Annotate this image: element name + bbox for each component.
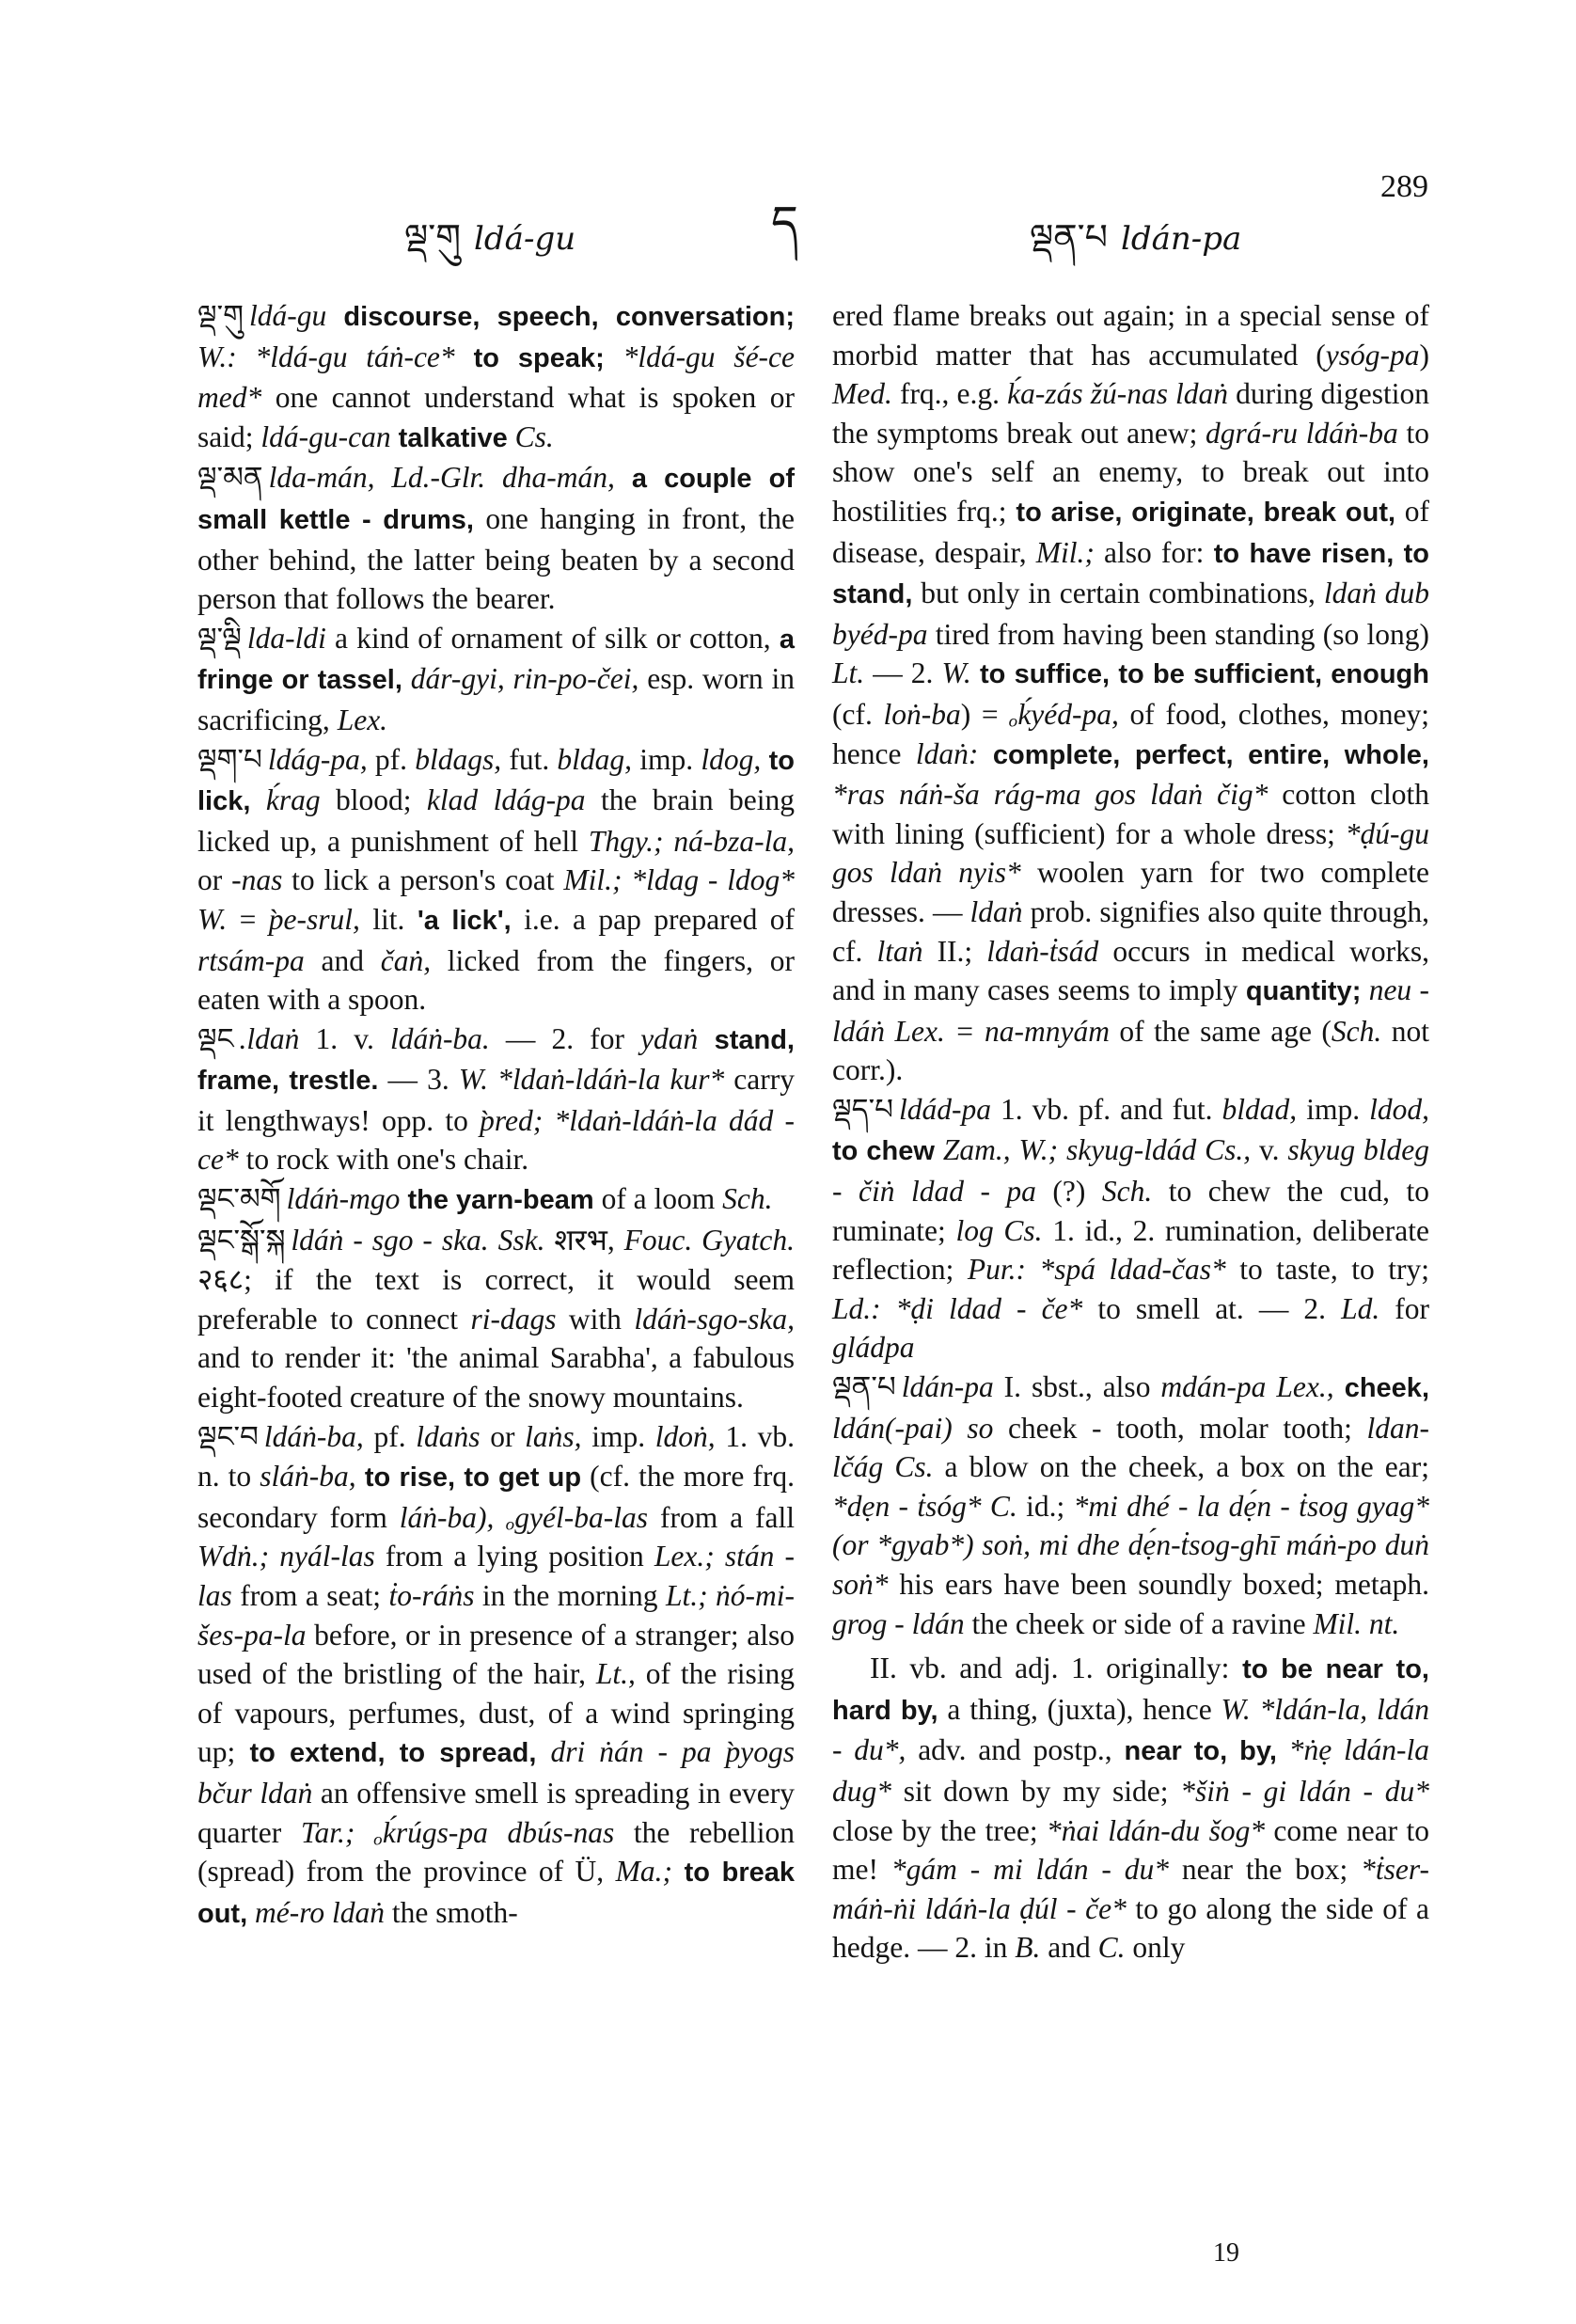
entry-text-run: ldog, bbox=[701, 742, 762, 776]
entry-text-run: Ld.: *ḍi ldad - če* bbox=[832, 1291, 1083, 1325]
tibetan-headword: ལྡན་པ bbox=[832, 1370, 896, 1405]
entry-text-run: bldad, bbox=[1221, 1092, 1298, 1126]
entry-text-run: a couple of small kettle - drums, bbox=[197, 464, 795, 535]
section-letter: ད bbox=[771, 196, 798, 250]
entry-text-run: grog - ldán bbox=[832, 1606, 965, 1640]
tibetan-headword: ལྡང་མགོ bbox=[197, 1182, 281, 1217]
entry-text-run: come near to me! bbox=[832, 1813, 1429, 1887]
dictionary-entry bbox=[197, 619, 795, 740]
entry-text-run: Ma.; bbox=[615, 1855, 672, 1889]
entry-text-run: loṅ-ba bbox=[883, 697, 961, 731]
entry-text-run: Thgy.; ná-bza-la, bbox=[588, 824, 795, 858]
entry-text-run: in the morning bbox=[474, 1579, 666, 1612]
entry-text-run: to speak; bbox=[454, 342, 605, 373]
entry-text-run: with bbox=[556, 1302, 635, 1336]
entry-text-run: ldán-pa bbox=[901, 1370, 994, 1404]
entry-text-run: Sch. bbox=[1101, 1175, 1153, 1209]
entry-text-run: (?) bbox=[1035, 1175, 1102, 1209]
entry-text-run: to taste, to try; bbox=[1225, 1253, 1429, 1287]
entry-text-run: sit down by my side; bbox=[891, 1774, 1181, 1808]
entry-text-run: or bbox=[480, 1419, 526, 1453]
entry-text-run: Sch. bbox=[1331, 1014, 1382, 1048]
entry-text-run: .ldaṅ bbox=[239, 1021, 300, 1055]
right-column bbox=[832, 296, 1429, 1968]
tibetan-headword: ལྡང bbox=[197, 1021, 234, 1056]
entry-text-run: — 2. bbox=[864, 656, 942, 690]
entry-text-run: not corr.). bbox=[832, 1014, 1429, 1087]
right-headword-tibetan: ལྡན་པ bbox=[1030, 216, 1108, 258]
entry-text-run: p̀red; *ldaṅ-ldáṅ-la dád - ce* bbox=[197, 1103, 795, 1177]
entry-text-run: the smoth- bbox=[384, 1895, 518, 1929]
dictionary-entry bbox=[197, 1179, 795, 1221]
entry-text-run: rtsám-pa bbox=[197, 943, 305, 977]
dictionary-entry bbox=[832, 1368, 1429, 1643]
entry-text-run: esp. worn in sacrificing, bbox=[197, 662, 795, 736]
left-running-headword bbox=[404, 198, 575, 298]
entry-text-run: *ṅẹ ldán-la dug* bbox=[832, 1733, 1429, 1808]
entry-text-run: 1. id., 2. rumination, deliberate reflection; bbox=[832, 1213, 1429, 1287]
left-headword-latin: ldá-gu bbox=[474, 220, 576, 258]
entry-text-run: C. bbox=[1097, 1931, 1126, 1965]
entry-text-run: blood; bbox=[320, 783, 427, 817]
entry-text-run: occurs in medical works, and in many cases seems to imply bbox=[832, 934, 1429, 1007]
left-column bbox=[197, 296, 795, 1934]
entry-text-run: imp. bbox=[632, 742, 701, 776]
entry-text-run: one hanging in front, the other behind, the latter being beaten by a second person that follows the bearer. bbox=[197, 501, 795, 616]
entry-text-run: *ras náṅ-ša rág-ma gos ldaṅ čig* bbox=[832, 778, 1269, 812]
entry-text-run: only bbox=[1125, 1931, 1186, 1965]
entry-text-run: ḱa-zás žú-nas ldaṅ bbox=[1007, 377, 1229, 411]
entry-text-run: lit. bbox=[359, 902, 418, 936]
entry-text-run: II.; bbox=[922, 934, 987, 968]
dictionary-entry bbox=[197, 458, 795, 618]
entry-text-run: ldod, bbox=[1369, 1092, 1429, 1126]
entry-text-run: carry it lengthways! opp. to bbox=[197, 1063, 796, 1137]
entry-text-run: bldag, bbox=[557, 742, 633, 776]
entry-text-run: ered flame breaks out again; in a special sense of morbid matter that has accumulated ( bbox=[832, 299, 1429, 372]
entry-text-run: to rise, to get up bbox=[355, 1462, 582, 1494]
entry-text-run: Lex. bbox=[337, 703, 388, 736]
entry-text-run: *dẹn - ṫsóg* C. bbox=[832, 1489, 1017, 1523]
entry-text-run: Lt.; ṅó-mi-šes-pa-la bbox=[197, 1579, 796, 1652]
entry-text-run: cheek, bbox=[1333, 1373, 1429, 1404]
dictionary-entry bbox=[832, 1090, 1429, 1368]
entry-text-run: to rock with one's chair. bbox=[238, 1143, 529, 1177]
entry-text-run: (cf. the more frq. secondary form bbox=[197, 1460, 795, 1534]
entry-text-run: prob. signifies also quite through, cf. bbox=[832, 894, 1429, 968]
entry-text-run: also for: bbox=[1094, 535, 1205, 569]
entry-text-run: to chew bbox=[832, 1136, 935, 1167]
entry-text-run: adv. and postp., bbox=[906, 1733, 1112, 1767]
entry-text-run: Mil.; bbox=[1035, 535, 1095, 569]
entry-text-run: frq., e.g. bbox=[891, 377, 1008, 411]
entry-text-run: *ldá-gu šé-ce med* bbox=[197, 340, 796, 415]
entry-text-run: to extend, to spread, bbox=[235, 1738, 537, 1769]
entry-text-run: ldáṅ-sgo-ska, bbox=[634, 1302, 795, 1336]
entry-text-run: lda-mán, Ld.-Glr. dha-mán, bbox=[268, 461, 615, 495]
right-headword-latin: ldán-pa bbox=[1121, 220, 1242, 258]
entry-text-run: ) = bbox=[960, 697, 1010, 731]
entry-text-run: ḱrag bbox=[250, 783, 321, 817]
entry-text-run: his ears have been soundly boxed; metaph. bbox=[888, 1568, 1429, 1601]
entry-text-run: to have risen, to stand, bbox=[832, 538, 1429, 610]
entry-text-run: a thing, (juxta), hence bbox=[938, 1692, 1221, 1726]
entry-text-run: imp. bbox=[1297, 1092, 1370, 1126]
entry-text-run: near to, by, bbox=[1111, 1736, 1277, 1767]
entry-text-run: ṫo-ráṅs bbox=[388, 1579, 475, 1612]
entry-text-run: to chew the cud, to ruminate; bbox=[832, 1175, 1430, 1247]
entry-text-run: of food, clothes, money; hence bbox=[832, 697, 1429, 770]
entry-text-run: from a seat; bbox=[231, 1579, 389, 1612]
entry-text-run: skyug bldeg - čiṅ ldad - pa bbox=[832, 1133, 1429, 1209]
entry-text-run: the yarn-beam bbox=[400, 1185, 594, 1216]
entry-text-run: p̀e-srul, bbox=[268, 902, 360, 936]
entry-text-run: imp. bbox=[581, 1419, 655, 1453]
entry-text-run: ldan-lčág Cs. bbox=[832, 1411, 1430, 1484]
entry-text-run: शरभ, bbox=[544, 1223, 624, 1257]
entry-text-run: ltaṅ bbox=[876, 934, 923, 968]
entry-text-run: to lick, bbox=[197, 745, 795, 817]
entry-text-run: of the rising of vapours, perfumes, dust, of a wind springing up; bbox=[197, 1657, 795, 1769]
dictionary-entry bbox=[197, 1221, 795, 1417]
dictionary-entry bbox=[197, 1020, 795, 1179]
entry-text-run: B. bbox=[1015, 1931, 1041, 1965]
entry-text-run: pf. bbox=[367, 742, 416, 776]
entry-text-run: ₒḱyéd-pa, bbox=[1009, 697, 1119, 731]
entry-text-run: ldoṅ, bbox=[654, 1419, 716, 1453]
entry-text-run: Fouc. Gyatch. bbox=[623, 1223, 795, 1257]
entry-text-run: mdán-pa Lex., bbox=[1160, 1370, 1334, 1404]
entry-text-run: ldaṅs bbox=[416, 1419, 481, 1453]
left-headword-tibetan: ལྡ་གུ bbox=[404, 216, 462, 258]
entry-text-run: ldaṅ: bbox=[915, 736, 979, 770]
entry-text-run: ldaṅ dub byéd-pa bbox=[832, 577, 1429, 651]
entry-text-run: woolen yarn for two complete dresses. — bbox=[832, 856, 1429, 928]
entry-text-run: ldaṅ bbox=[969, 894, 1023, 928]
running-header bbox=[0, 169, 1576, 258]
entry-text-run: close by the tree; bbox=[832, 1813, 1047, 1847]
entry-text-run: *šiṅ - gi ldán - du* bbox=[1180, 1774, 1429, 1808]
dictionary-entry bbox=[832, 296, 1429, 1090]
dictionary-entry bbox=[197, 1417, 795, 1935]
entry-text-run: cotton cloth with lining (sufficient) for a whole dress; bbox=[832, 778, 1429, 850]
tibetan-headword: ལྡད་པ bbox=[832, 1092, 893, 1127]
entry-text-run: *ldá-gu táṅ-ce* bbox=[255, 340, 455, 373]
entry-text-run: v. bbox=[1251, 1133, 1288, 1167]
entry-text-run: ) bbox=[1419, 338, 1429, 372]
entry-text-run: near the box; bbox=[1168, 1853, 1362, 1887]
entry-text-run: licked from the fingers, or eaten with a spoon. bbox=[197, 943, 796, 1017]
entry-text-run: of the same age ( bbox=[1109, 1014, 1332, 1048]
tibetan-headword: ལྡ་མན bbox=[197, 461, 263, 496]
entry-text-run: fut. bbox=[501, 742, 558, 776]
entry-text-run: *gám - mi ldán - du* bbox=[890, 1853, 1169, 1887]
entry-text-run: ldáṅ - sgo - ska. Ssk. bbox=[291, 1223, 545, 1257]
entry-text-run: 1. v. bbox=[299, 1021, 390, 1055]
entry-text-run: to lick a person's coat bbox=[282, 863, 564, 897]
entry-text-run: Lt., bbox=[595, 1657, 636, 1691]
entry-text-run: to smell at. — 2. bbox=[1082, 1291, 1342, 1325]
entry-text-run: Med. bbox=[832, 377, 892, 411]
entry-text-run: W. bbox=[941, 656, 971, 690]
entry-text-run: or bbox=[197, 863, 232, 897]
entry-text-run: II. vb. and adj. 1. originally: bbox=[870, 1652, 1230, 1685]
entry-text-run: from a fall bbox=[648, 1500, 795, 1534]
entry-text-run: ldaṅ-ṫsád bbox=[986, 934, 1099, 968]
entry-text-run: ldá-gu bbox=[248, 299, 327, 332]
entry-text-run: quantity; bbox=[1237, 976, 1362, 1007]
entry-text-run: Lex.; stán - las bbox=[197, 1540, 796, 1612]
entry-text-run: — 2. for bbox=[489, 1021, 641, 1055]
entry-text-run: mé-ro ldaṅ bbox=[247, 1895, 385, 1929]
entry-text-run: dár-gyi, rin-po-čei, bbox=[402, 662, 639, 696]
entry-text-run: ldád-pa bbox=[898, 1092, 991, 1126]
entry-text-run: talkative bbox=[390, 422, 508, 453]
entry-text-run: the cheek or side of a ravine bbox=[964, 1606, 1314, 1640]
tibetan-headword: ལྡ་གུ bbox=[197, 299, 244, 333]
entry-text-run: čaṅ, bbox=[380, 943, 432, 977]
right-running-headword bbox=[1030, 198, 1241, 298]
entry-text-run: gládpa bbox=[832, 1331, 915, 1365]
entry-text-run: Tar.; ₒḱrúgs-pa dbús-nas bbox=[300, 1815, 615, 1849]
entry-text-run: ldán(-pai) so bbox=[832, 1411, 994, 1445]
entry-text-run: dgrá-ru ldáṅ-ba bbox=[1206, 416, 1398, 450]
entry-text-run: i.e. a pap prepared of bbox=[511, 902, 796, 936]
entry-text-run: ldáṅ-mgo bbox=[286, 1182, 401, 1216]
entry-text-run: for bbox=[1379, 1291, 1430, 1325]
entry-text-run: klad ldág-pa bbox=[426, 783, 586, 817]
entry-text-run: but only in certain combinations, bbox=[912, 577, 1324, 610]
entry-text-run: the rebellion (spread) from the province of Ü, bbox=[197, 1815, 795, 1889]
entry-text-run: Wdṅ.; nyál-las bbox=[197, 1540, 375, 1573]
entry-text-run: Ld. bbox=[1341, 1291, 1380, 1325]
entry-text-run: bldags, bbox=[415, 742, 502, 776]
entry-text-run: to be near to, hard by, bbox=[832, 1654, 1429, 1726]
entry-text-run: Pur.: *spá ldad-čas* bbox=[967, 1253, 1226, 1287]
entry-text-run: ldáṅ-ba, bbox=[263, 1419, 364, 1453]
entry-text-run: cheek - tooth, molar tooth; bbox=[993, 1411, 1367, 1445]
entry-text-run: Mil.; *ldag - ldog* W. bbox=[197, 863, 795, 936]
entry-text-run: I. sbst., also bbox=[993, 1370, 1161, 1404]
entry-text-run: an offensive smell is spreading in every quarter bbox=[197, 1776, 795, 1849]
entry-text-run: tired from having been standing (so long) bbox=[927, 617, 1429, 651]
entry-text-run: of disease, despair, bbox=[832, 494, 1429, 569]
entry-text-run: to go along the side of a hedge. — 2. in bbox=[832, 1891, 1429, 1965]
entry-text-run: (cf. bbox=[832, 697, 884, 731]
entry-text-run: to show one's self an enemy, to break out into hostilities frq.; bbox=[832, 416, 1430, 528]
entry-text-run: W. *ldán-la, ldán - du*, bbox=[832, 1692, 1429, 1767]
entry-text-run: W.: bbox=[197, 340, 256, 373]
entry-text-run: from a lying position bbox=[374, 1540, 654, 1573]
entry-text-run: id.; bbox=[1017, 1489, 1074, 1523]
entry-text-run: a kind of ornament of silk or cotton, bbox=[325, 621, 771, 655]
entry-text-run: to suffice, to be sufficient, enough bbox=[970, 659, 1429, 690]
entry-text-run: Lt. bbox=[832, 656, 865, 690]
entry-text-run: a blow on the cheek, a box on the ear; bbox=[933, 1450, 1429, 1484]
page-number: 289 bbox=[1380, 169, 1428, 204]
entry-text-run: to arise, originate, break out, bbox=[1006, 497, 1396, 528]
dictionary-entry bbox=[197, 296, 795, 458]
entry-text-run: ri-dags bbox=[470, 1302, 557, 1336]
entry-text-run: laṅs, bbox=[525, 1419, 582, 1453]
entry-text-run: *ṫser-máṅ-ṅi ldáṅ-la ḍúl - če* bbox=[832, 1853, 1430, 1925]
dictionary-entry bbox=[197, 740, 795, 1020]
entry-text-run: ydaṅ bbox=[640, 1021, 699, 1055]
entry-text-run: *ṅai ldán-du šog* bbox=[1046, 1813, 1266, 1847]
entry-text-run: ldág-pa, bbox=[267, 742, 368, 776]
entry-text-run: lda-ldi bbox=[246, 621, 326, 655]
entry-text-run: of a loom bbox=[593, 1182, 723, 1216]
entry-text-run: the brain being licked up, a punishment of hell bbox=[197, 783, 795, 858]
entry-text-run: Mil. nt. bbox=[1313, 1606, 1400, 1640]
entry-text-run: ysóg-pa bbox=[1325, 338, 1420, 372]
entry-text-run: pf. bbox=[363, 1419, 417, 1453]
tibetan-headword: ལྡང་བ bbox=[197, 1419, 259, 1454]
dictionary-entry bbox=[832, 1649, 1429, 1968]
entry-text-run: one cannot understand what is spoken or said; bbox=[197, 381, 795, 453]
entry-text-run: sláṅ-ba, bbox=[260, 1460, 356, 1494]
entry-text-run: -nas bbox=[231, 863, 283, 897]
entry-text-run: २६८; if the text is correct, it would seem preferable to connect bbox=[197, 1263, 795, 1336]
entry-text-run: discourse, speech, conversation; bbox=[326, 302, 795, 332]
entry-text-run: láṅ-ba), ₒgyél-ba-las bbox=[399, 1500, 649, 1534]
entry-text-run: a fringe or tassel, bbox=[197, 624, 796, 696]
entry-text-run: Cs. bbox=[507, 419, 554, 453]
entry-text-run: complete, perfect, entire, whole, bbox=[978, 739, 1429, 770]
entry-text-run: *mi dhé - la dẹ́n - ṫsog gyag* (or *gyab*) soṅ, mi dhe dẹ́n-ṫsog-ghī máṅ-po duṅ soṅ* bbox=[832, 1489, 1429, 1601]
entry-text-run: ldá-gu-can bbox=[260, 419, 391, 453]
entry-text-run: and bbox=[304, 943, 381, 977]
entry-text-run: to break out, bbox=[197, 1858, 795, 1929]
entry-text-run: Zam., W.; skyug-ldád Cs., bbox=[934, 1133, 1252, 1167]
entry-text-run: and bbox=[1040, 1931, 1098, 1965]
entry-text-run: during digestion the symptoms break out anew; bbox=[832, 377, 1429, 450]
entry-text-run: dri ṅán - pa p̀yogs bčur ldaṅ bbox=[197, 1735, 795, 1810]
entry-text-run: = bbox=[227, 902, 269, 936]
entry-text-run: ldáṅ-ba. bbox=[389, 1021, 490, 1055]
entry-text-run: W. *ldaṅ-ldáṅ-la kur* bbox=[458, 1063, 725, 1097]
entry-text-run: and to render it: 'the animal Sarabha', a fabulous eight-footed creature of the snowy mountains. bbox=[197, 1341, 795, 1415]
signature-mark: 19 bbox=[1213, 2238, 1239, 2268]
tibetan-headword: ལྡག་པ bbox=[197, 742, 262, 777]
entry-text-run: neu - ldáṅ Lex. = na-mnyám bbox=[832, 973, 1429, 1048]
entry-text-run: 1. vb. pf. and fut. bbox=[990, 1092, 1222, 1126]
tibetan-headword: ལྡང་སྒོ་སྐ bbox=[197, 1223, 286, 1257]
entry-text-run: 'a lick', bbox=[417, 905, 512, 936]
entry-text-run: before, or in presence of a stranger; also used of the bristling of the hair, bbox=[197, 1618, 795, 1691]
entry-text-run: *ḍú-gu gos ldaṅ nyis* bbox=[832, 816, 1429, 890]
entry-text-run: — 3. bbox=[378, 1063, 459, 1097]
entry-text-run: 1. vb. n. to bbox=[197, 1419, 795, 1494]
entry-text-run: log Cs. bbox=[955, 1213, 1043, 1247]
entry-text-run: Sch. bbox=[722, 1182, 773, 1216]
entry-text-run: stand, frame, trestle. bbox=[197, 1024, 795, 1097]
tibetan-headword: ལྡ་ལྡི bbox=[197, 621, 242, 656]
